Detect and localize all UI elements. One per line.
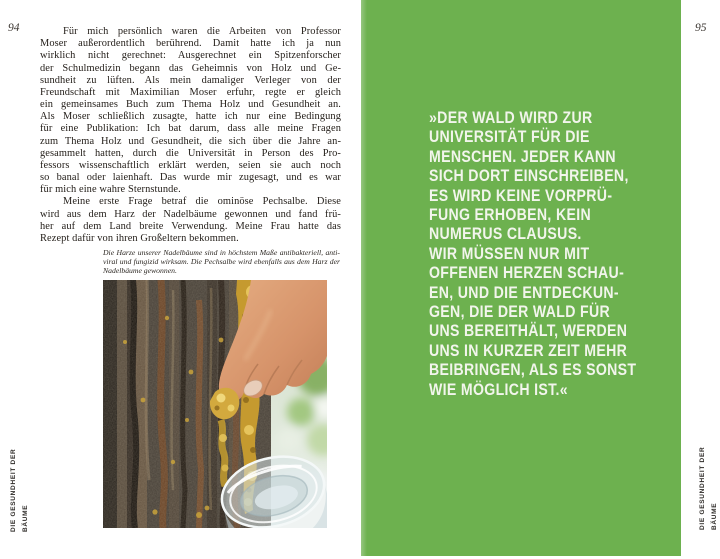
text-line: Für mich persönlich waren die Arbeiten von Professor (63, 26, 341, 37)
text-line: her auf dem Land breite Verwendung. Meine Frau hatte das (40, 220, 341, 232)
text-line: zum Thema Holz und Gesundheit, die sich über die Jahre an- (40, 135, 341, 147)
text-line: MENSCHEN. JEDER KANN (429, 146, 616, 166)
right-page (360, 0, 720, 559)
text-line: Als Moser schließlich zusagte, hatte ich nur eine Bedingung (40, 111, 341, 123)
text-line: für eine Publikation: Ich bat darum, dass alle meine Fragen (40, 123, 341, 135)
text-line: ES WIRD KEINE VORPRÜ- (429, 185, 613, 205)
text-line: BEIBRINGEN, ALS ES SONST (429, 360, 637, 380)
text-line: Nadelbäume gewonnen. (103, 265, 177, 275)
body-text (40, 26, 341, 245)
text-line: Meine erste Frage betraf die ominöse Pechsalbe. Diese (63, 196, 341, 208)
text-line: ein gemeinsames Buch zum Thema Holz und Gesundheit an. (40, 99, 341, 111)
resin-photo-illustration (103, 280, 327, 528)
text-line: EN, UND DIE ENTDECKUN- (429, 282, 619, 302)
text-line: fessors wissenschaftlich erklärt werden, seien sie auch noch (40, 159, 341, 171)
text-line: für mich eine wahre Sternstunde. (40, 184, 181, 196)
green-quote-panel (361, 0, 681, 556)
photo-caption (103, 249, 340, 275)
text-line: FUNG ERHOBEN, KEIN (429, 205, 591, 225)
page-number-left: 94 (8, 22, 20, 34)
text-line: UNS BEREITHÄLT, WERDEN (429, 321, 628, 341)
text-line: UNS IN KURZER ZEIT MEHR (429, 340, 628, 360)
text-line: viral und fungizid wirksam. Die Pechsalbe wird ebenfalls aus dem Harz der (103, 256, 340, 266)
text-line: Die Harze unserer Nadelbäume sind in höchstem Maße antibakteriell, anti- (103, 248, 340, 257)
text-line: NUMERUS CLAUSUS. (429, 224, 582, 244)
text-line: GEN, DIE DER WALD FÜR (429, 302, 611, 322)
text-line: gesammelt hatten, durch die Universität in Person des Pro- (40, 147, 341, 159)
text-line: »DER WALD WIRD ZUR (429, 108, 593, 127)
text-line: der Schulmedizin begann das Geheimnis von Holz und Ge- (40, 62, 341, 74)
text-line: WIR MÜSSEN NUR MIT (429, 243, 590, 263)
text-line: Rezept dafür von ihren Großeltern bekommen. (40, 232, 239, 244)
text-line: wird aus dem Harz der Nadelbäume gewonnen und fand frü- (40, 208, 341, 220)
text-line: sundheit zu lüften. Als mein damaliger Verleger von der (40, 74, 341, 86)
text-line: Moser außerordentlich berührend. Damit hatte ich ja nun (40, 38, 341, 50)
text-line: OFFENEN HERZEN SCHAU- (429, 263, 625, 283)
sidebar-chapter-title-left: DIE GESUNDHEIT DER BÄUME (10, 448, 29, 532)
page-number-right: 95 (695, 22, 707, 34)
text-line: SICH DORT EINSCHREIBEN, (429, 166, 629, 186)
text-line: so banal oder laienhaft. Das wurde mir zugesagt, und es war (40, 172, 341, 184)
sidebar-chapter-title-right: DIE GESUNDHEIT DER BÄUME (699, 446, 718, 530)
resin-photo (103, 280, 327, 528)
text-line: WIE MÖGLICH IST.« (429, 379, 568, 399)
text-line: UNIVERSITÄT FÜR DIE (429, 127, 590, 147)
text-line: wirklich nicht gerechnet: Ausgerechnet ein Spitzenforscher (40, 50, 341, 62)
text-line: Freundschaft mit Maximilian Moser erfuhr, regte er gleich (40, 86, 341, 98)
pull-quote (429, 108, 670, 399)
